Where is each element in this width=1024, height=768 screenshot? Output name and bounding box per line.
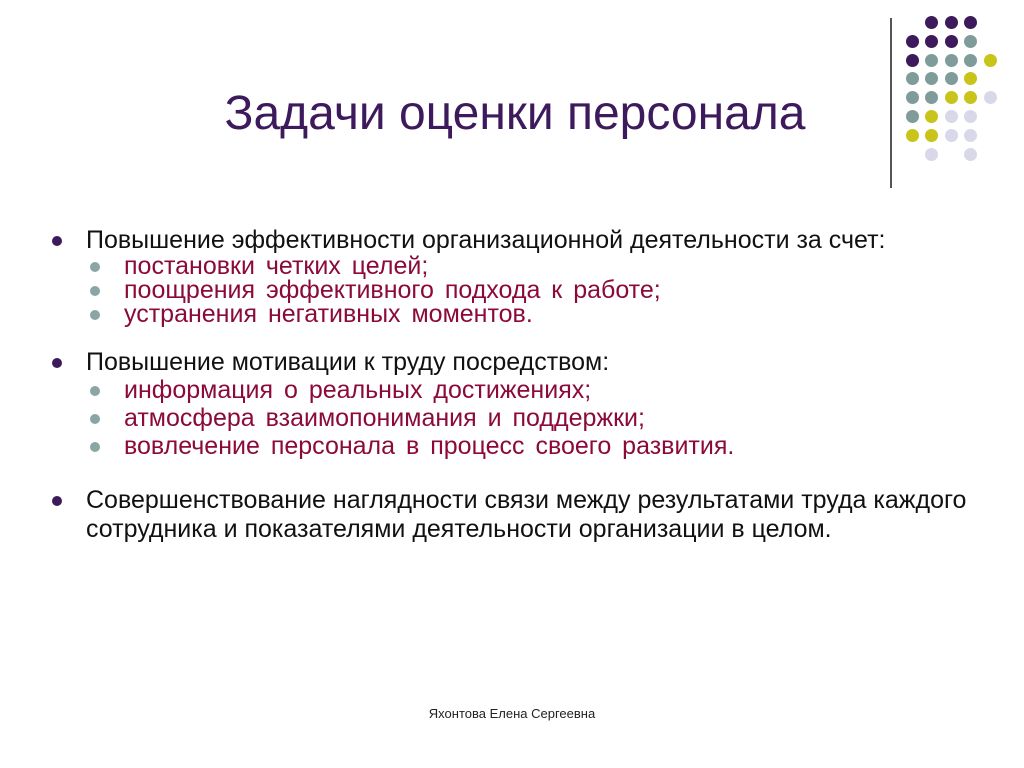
decorative-dot — [964, 72, 977, 85]
bullet-item — [48, 226, 988, 254]
sub-bullet-text: информация о реальных достижениях; — [124, 376, 592, 404]
decorative-dot — [925, 110, 938, 123]
sub-bullet-text: устранения негативных моментов. — [124, 300, 533, 328]
sub-bullet-item — [48, 254, 988, 278]
decorative-dot — [945, 129, 958, 142]
decorative-dot — [964, 129, 977, 142]
decorative-dot — [984, 91, 997, 104]
sub-bullet-item — [48, 302, 988, 326]
decorative-dot — [945, 35, 958, 48]
decorative-dot — [964, 35, 977, 48]
decorative-dot — [945, 91, 958, 104]
bullet-text: Повышение эффективности организационной деятельности за счет: — [86, 226, 886, 254]
bullet-text: Совершенствование наглядности связи между результатами труда каждого сотрудника и показателями деятельности организации в целом. — [86, 486, 967, 543]
sub-bullet-icon — [90, 262, 100, 272]
sub-bullet-text: вовлечение персонала в процесс своего развития. — [124, 432, 735, 460]
sub-bullet-icon — [90, 442, 100, 452]
decorative-dot — [964, 148, 977, 161]
decorative-dot — [906, 35, 919, 48]
decorative-dot — [925, 35, 938, 48]
sub-bullet-item — [48, 278, 988, 302]
bullet-icon — [52, 358, 62, 368]
sub-bullet-icon — [90, 310, 100, 320]
sub-bullet-item — [48, 376, 988, 404]
decorative-dot — [945, 16, 958, 29]
sub-bullet-item — [48, 432, 988, 460]
decorative-dot-grid — [900, 12, 1000, 172]
decorative-dot — [906, 110, 919, 123]
slide-title: Задачи оценки персонала — [224, 87, 806, 140]
decorative-dot — [964, 54, 977, 67]
decorative-dot — [925, 91, 938, 104]
decorative-dot — [906, 91, 919, 104]
bullet-icon — [52, 236, 62, 246]
decorative-dot — [964, 16, 977, 29]
decorative-dot — [964, 91, 977, 104]
decorative-dot — [925, 54, 938, 67]
sub-bullet-icon — [90, 286, 100, 296]
sub-bullet-text: атмосфера взаимопонимания и поддержки; — [124, 404, 645, 432]
decorative-dot — [984, 54, 997, 67]
bullet-item — [48, 486, 988, 544]
decorative-dot — [945, 72, 958, 85]
bullet-icon — [52, 496, 62, 506]
decorative-dot — [906, 129, 919, 142]
decorative-dot — [945, 110, 958, 123]
sub-bullet-icon — [90, 414, 100, 424]
decorative-dot — [925, 72, 938, 85]
bullet-text: Повышение мотивации к труду посредством: — [86, 348, 610, 376]
decorative-dot — [925, 129, 938, 142]
decorative-dot — [906, 54, 919, 67]
decorative-vertical-line — [890, 18, 892, 188]
bullet-item — [48, 348, 988, 376]
decorative-dot — [925, 16, 938, 29]
slide-body — [48, 226, 988, 544]
decorative-dot — [925, 148, 938, 161]
sub-bullet-text: поощрения эффективного подхода к работе; — [124, 276, 661, 304]
decorative-dot — [964, 110, 977, 123]
footer-author: Яхонтова Елена Сергеевна — [428, 706, 596, 721]
decorative-dot — [906, 72, 919, 85]
decorative-dot — [945, 54, 958, 67]
sub-bullet-item — [48, 404, 988, 432]
sub-bullet-text: постановки четких целей; — [124, 252, 429, 280]
sub-bullet-icon — [90, 386, 100, 396]
